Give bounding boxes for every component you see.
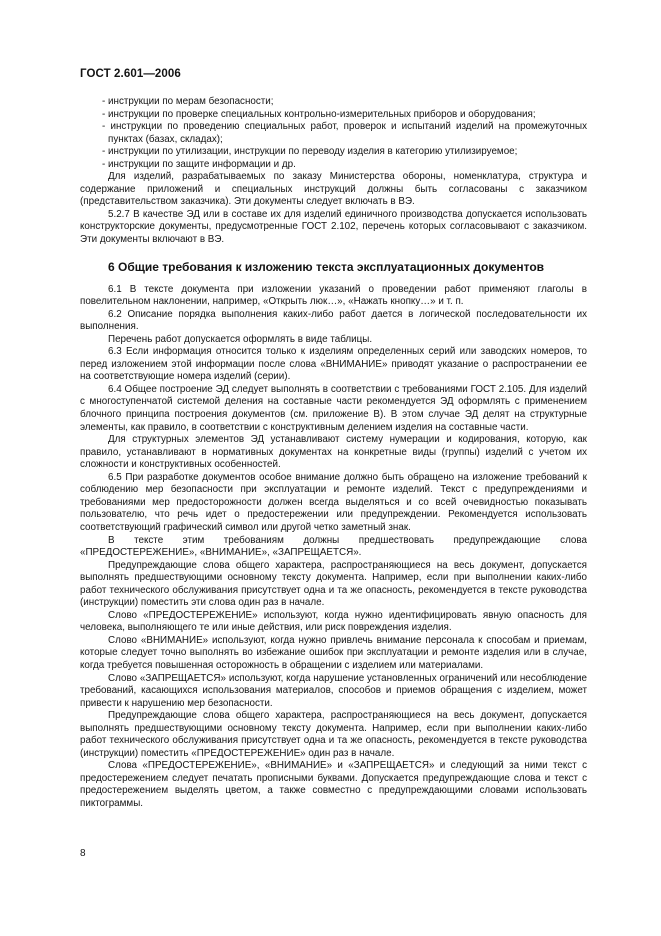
list-item: - инструкции по проверке специальных контрольно-измерительных приборов и оборудования; xyxy=(102,108,536,120)
paragraph: Слово «ПРЕДОСТЕРЕЖЕНИЕ» используют, когда нужно идентифицировать явную опасность для человека, выполняющего те или иные действия, или риск повреждения изделия. xyxy=(80,609,587,634)
paragraph: Слово «ВНИМАНИЕ» используют, когда нужно привлечь внимание персонала к способам и приемам, которые следует точно выполнять во избежание ошибок при эксплуатации и ремонте изделия или в случае, когда требуется повышенная осторожность в обращении с изделием или материалами. xyxy=(80,634,587,671)
section-heading: 6 Общие требования к изложению текста эксплуатационных документов xyxy=(108,259,545,274)
list-item: - инструкции по защите информации и др. xyxy=(102,158,296,170)
page-number: 8 xyxy=(80,848,86,859)
list-item: - инструкции по мерам безопасности; xyxy=(102,96,274,107)
paragraph: 5.2.7 В качестве ЭД или в составе их для изделий единичного производства допускается использовать конструкторские документы, предусмотренные ГОСТ 2.102, перечень которых согласовывают с заказчиком. Эти документы включают в ВЭ. xyxy=(80,208,587,246)
document-header: ГОСТ 2.601—2006 xyxy=(80,68,181,80)
list-item: - инструкции по утилизации, инструкции по переводу изделия в категорию утилизируемое; xyxy=(102,146,518,158)
paragraph: В тексте этим требованиям должны предшествовать предупреждающие слова «ПРЕДОСТЕРЕЖЕНИЕ», «ВНИМАНИЕ», «ЗАПРЕЩАЕТСЯ». xyxy=(80,534,587,559)
paragraph: Слова «ПРЕДОСТЕРЕЖЕНИЕ», «ВНИМАНИЕ» и «ЗАПРЕЩАЕТСЯ» и следующий за ними текст с предостережением следует печатать прописными буквами. Допускается предупреждающие слова и текст с предостережением выделять цветом, а также совместно с предупреждающими словами использовать пиктограммы. xyxy=(80,760,587,809)
document-body xyxy=(80,96,587,811)
paragraph: Слово «ЗАПРЕЩАЕТСЯ» используют, когда нарушение установленных ограничений или несоблюдение требований, касающихся использования материалов, способов и приемов обращения с изделием, может привести к нарушению мер безопасности. xyxy=(80,672,587,709)
paragraph: 6.2 Описание порядка выполнения каких-либо работ дается в логической последовательности их выполнения. xyxy=(80,308,587,333)
paragraph: Для структурных элементов ЭД устанавливают систему нумерации и кодирования, которую, как правило, устанавливают в нормативных документах на конкретные виды (группы) изделий с учетом их сложности и конструктивных особенностей. xyxy=(80,434,587,471)
paragraph: 6.3 Если информация относится только к изделиям определенных серий или заводских номеров, то перед изложением этой информации после слова «ВНИМАНИЕ» приводят указание о распространении ее на соответствующие номера изделий (серии). xyxy=(80,346,587,383)
paragraph: Перечень работ допускается оформлять в виде таблицы. xyxy=(108,333,373,345)
paragraph: 6.1 В тексте документа при изложении указаний о проведении работ применяют глаголы в повелительном наклонении, например, «Открыть люк…», «Нажать кнопку…» и т. п. xyxy=(80,283,587,308)
paragraph: 6.4 Общее построение ЭД следует выполнять в соответствии с требованиями ГОСТ 2.105. Для изделий с многоступенчатой системой деления на составные части рекомендуется ЭД оформлять с применением блочного принципа построения документов (см. приложение В). В этом случае ЭД делят на структурные элементы, как правило, в соответствии с конструктивным делением изделия на составные части. xyxy=(80,383,587,433)
paragraph: 6.5 При разработке документов особое внимание должно быть обращено на изложение требований к соблюдению мер безопасности при эксплуатации и ремонте изделий. Текст с предупреждениями и требованиями мер предосторожности должен всегда выделяться и со всей очевидностью показывать пользователю, что речь идет о предостережении или предупреждении. Рекомендуется использовать соответствующий графический символ или другой четко заметный знак. xyxy=(80,471,587,533)
list-item: - инструкции по проведению специальных работ, проверок и испытаний изделий на промежуточных пунктах (базах, складах); xyxy=(102,121,587,145)
paragraph: Предупреждающие слова общего характера, распространяющиеся на весь документ, допускается выполнять предшествующими основному тексту документа. Например, если при выполнении каких-либо работ технического обслуживания присутствует одна и та же опасность, рекомендуется в тексте руководства (инструкции) поместить «ПРЕДОСТЕРЕЖЕНИЕ» один раз в начале. xyxy=(80,710,587,759)
paragraph: Предупреждающие слова общего характера, распространяющиеся на весь документ, допускается выполнять предшествующими основному тексту документа. Например, если при выполнении каких-либо работ технического обслуживания присутствует одна и та же опасность, рекомендуется в тексте руководства (инструкции) поместить эти слова один раз в начале. xyxy=(80,559,587,609)
paragraph: Для изделий, разрабатываемых по заказу Министерства обороны, номенклатура, структура и содержание приложений и специальных инструкций должны быть согласованы с заказчиком (представительством заказчика). Эти документы следует включать в ВЭ. xyxy=(80,171,587,208)
